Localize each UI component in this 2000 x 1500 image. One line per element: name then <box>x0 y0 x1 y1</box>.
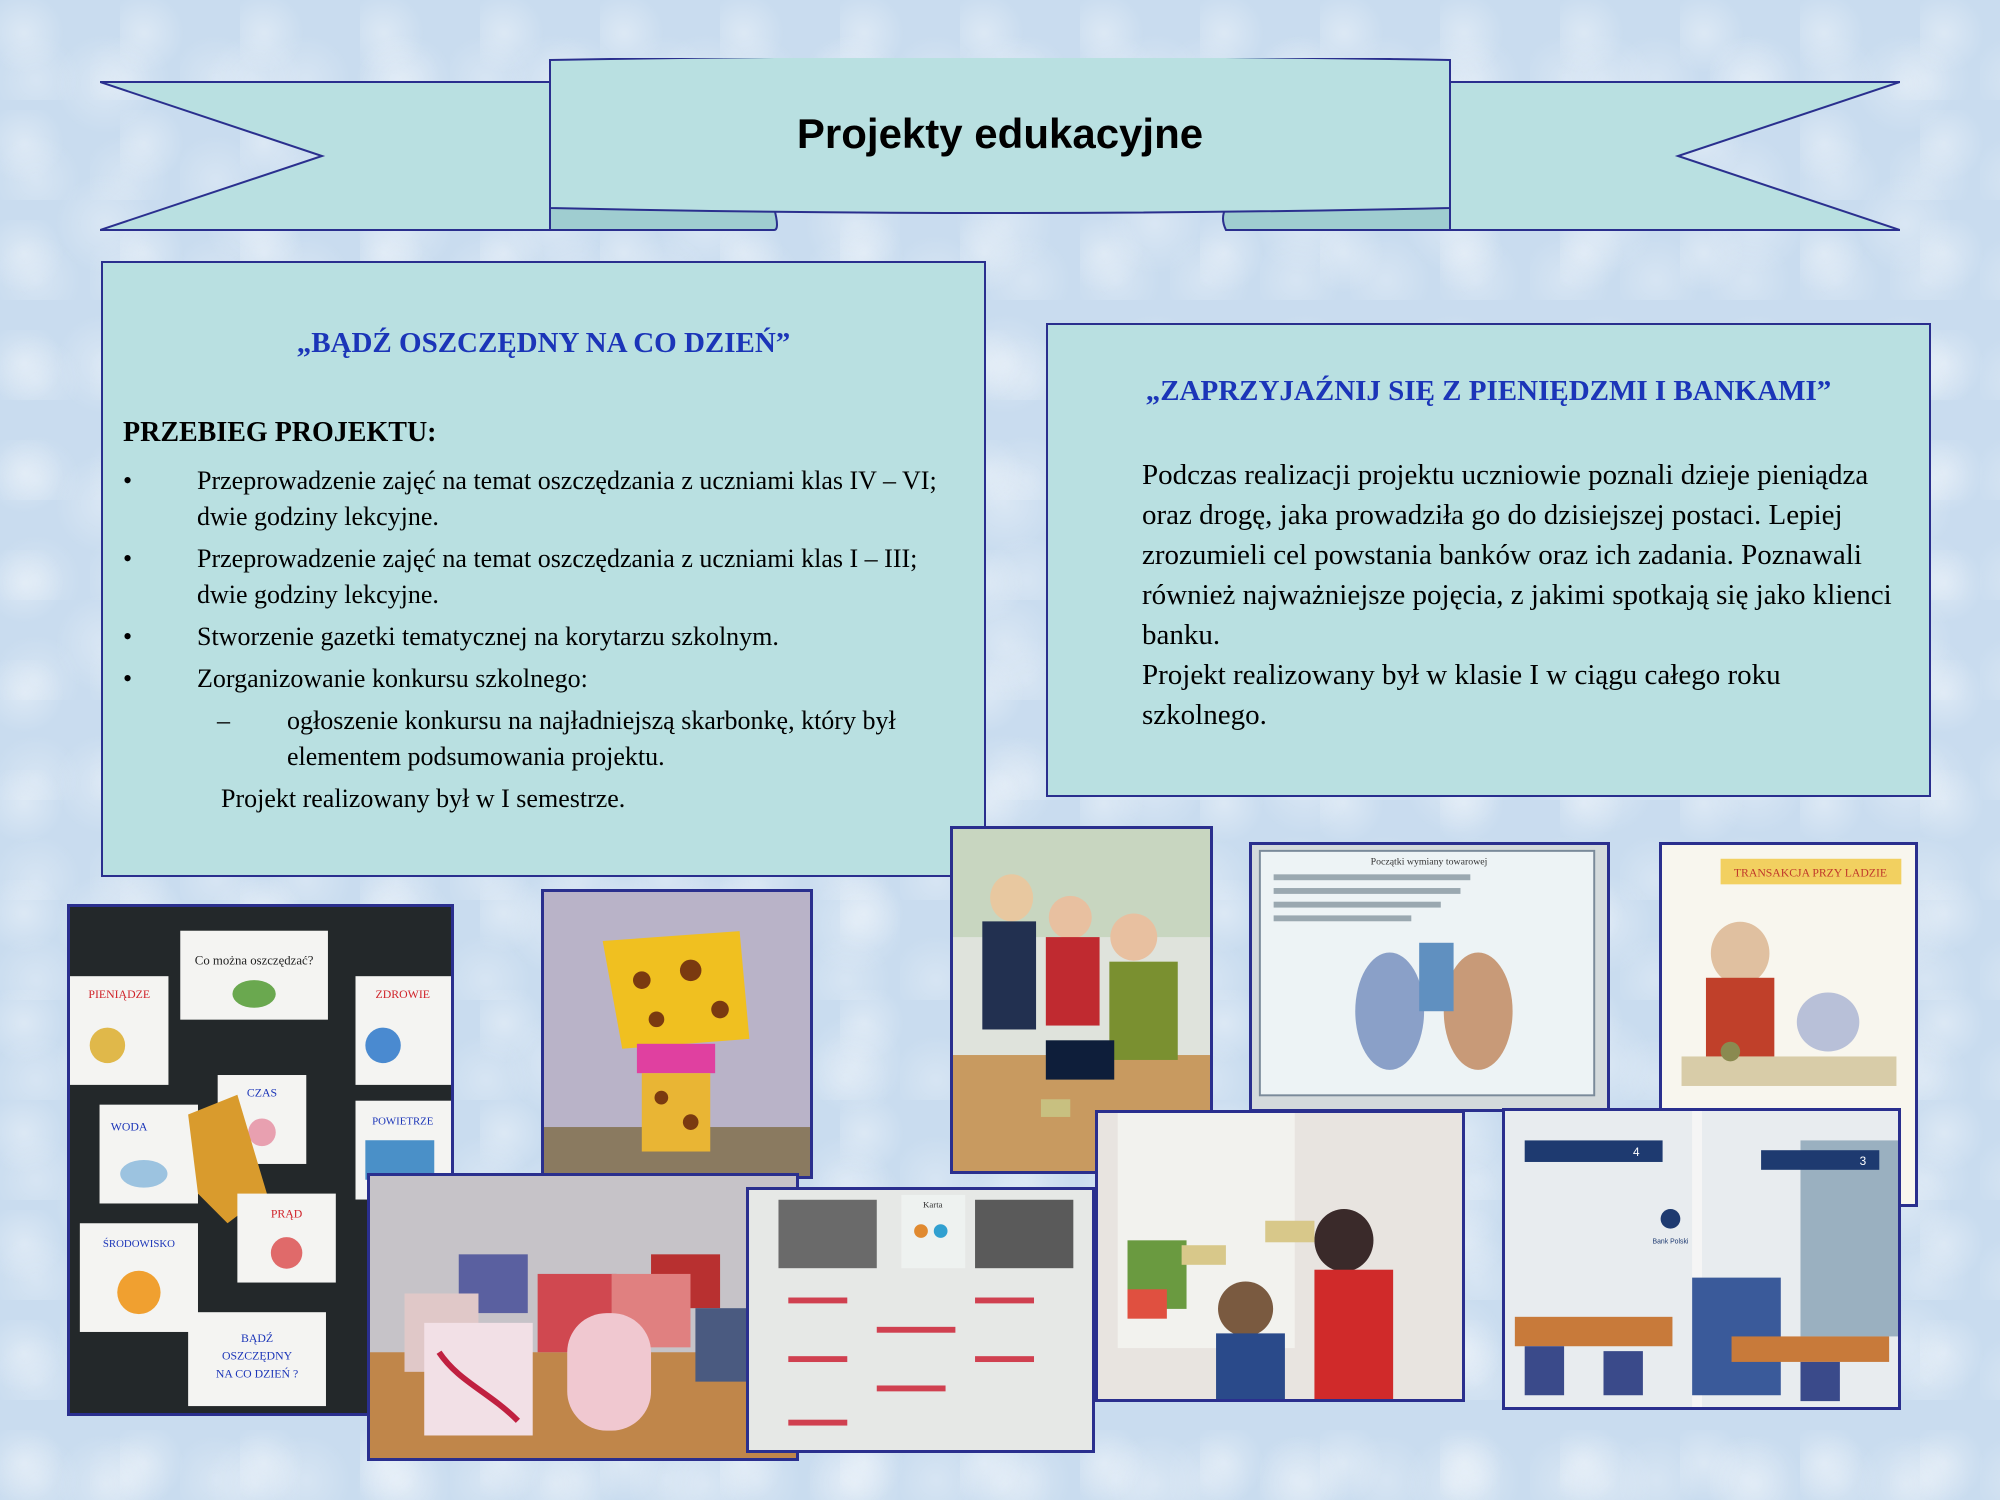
board-label: OSZCZĘDNY <box>221 1348 293 1363</box>
board-label: ŚRODOWISKO <box>102 1237 175 1250</box>
photo-giraffe-moneybox <box>541 889 813 1179</box>
description-paragraph: Podczas realizacji projektu uczniowie poznali dzieje pieniądza oraz drogę, jaka prowadziła go do dzisiejszej postaci. Lepiej zrozumieli cel powstania banków oraz ich zadania. Poznawali również najważniejsze pojęcia, z jakimi spotkają się jako klienci banku. <box>1142 459 1892 651</box>
photo-paper-boxes <box>367 1173 799 1461</box>
board-label: Co można oszczędzać? <box>194 953 314 968</box>
board-label: WODA <box>110 1119 148 1134</box>
dash-icon: – <box>217 706 230 735</box>
photo-class-poster <box>746 1187 1095 1453</box>
list-item-text: Zorganizowanie konkursu szkolnego: <box>197 664 588 693</box>
board-label: POWIETRZE <box>372 1115 434 1128</box>
counter-sign-number: 3 <box>1859 1154 1867 1168</box>
bullet-icon: • <box>123 664 133 693</box>
bullet-icon: • <box>123 466 133 495</box>
project-description <box>1142 455 1912 735</box>
list-item <box>123 463 963 535</box>
bank-logo: Bank Polski <box>1652 1238 1689 1246</box>
list-item-text: Przeprowadzenie zajęć na temat oszczędzania z uczniami klas IV – VI; dwie godziny lekcyjne. <box>197 466 937 531</box>
project-subheading: PRZEBIEG PROJEKTU: <box>123 417 437 448</box>
poster-image <box>749 1190 1092 1450</box>
sub-list-item <box>123 703 963 775</box>
description-paragraph: Projekt realizowany był w klasie I w ciągu całego roku szkolnego. <box>1142 659 1781 731</box>
project-box-banks <box>1046 323 1931 797</box>
board-label: CZAS <box>246 1085 278 1100</box>
list-item <box>123 541 963 613</box>
board-label: NA CO DZIEŃ ? <box>215 1366 299 1381</box>
list-item-text: Przeprowadzenie zajęć na temat oszczędzania z uczniami klas I – III; dwie godziny lekcyjne. <box>197 544 918 609</box>
photo-whiteboard-slide <box>1249 842 1610 1112</box>
boxes-image <box>370 1176 796 1458</box>
counter-sign-number: 4 <box>1633 1146 1640 1160</box>
page-title: Projekty edukacyjne <box>796 110 1204 157</box>
poster-title: Karta <box>922 1199 943 1210</box>
board-label: PRĄD <box>270 1206 303 1221</box>
photo-kids-banknotes <box>1095 1110 1465 1402</box>
project-box-savings <box>101 261 986 877</box>
list-item-text: Stworzenie gazetki tematycznej na korytarzu szkolnym. <box>197 622 779 651</box>
bank-image <box>1505 1111 1898 1407</box>
board-label: PIENIĄDZE <box>88 986 151 1001</box>
slide-title: TRANSAKCJA PRZY LADZIE <box>1733 866 1888 880</box>
list-item <box>123 661 963 697</box>
slide-title: Początki wymiany towarowej <box>1370 856 1488 868</box>
project-steps-list <box>123 463 963 817</box>
whiteboard-image <box>1252 845 1607 1109</box>
photo-bank-branch <box>1502 1108 1901 1410</box>
bullet-icon: • <box>123 622 133 651</box>
bullet-icon: • <box>123 544 133 573</box>
sub-list-item-text: ogłoszenie konkursu na najładniejszą skarbonkę, który był elementem podsumowania projektu. <box>287 706 896 771</box>
board-label: ZDROWIE <box>375 986 430 1001</box>
board-label: BĄDŹ <box>240 1330 274 1345</box>
project-note: Projekt realizowany był w I semestrze. <box>221 784 626 813</box>
giraffe-image <box>544 892 810 1176</box>
project-title: „ZAPRZYJAŹNIJ SIĘ Z PIENIĘDZMI I BANKAMI” <box>1145 375 1832 407</box>
title-banner <box>100 58 1900 234</box>
list-item <box>123 619 963 655</box>
kids-image <box>1098 1113 1462 1399</box>
project-title: „BĄDŹ OSZCZĘDNY NA CO DZIEŃ” <box>296 327 791 359</box>
